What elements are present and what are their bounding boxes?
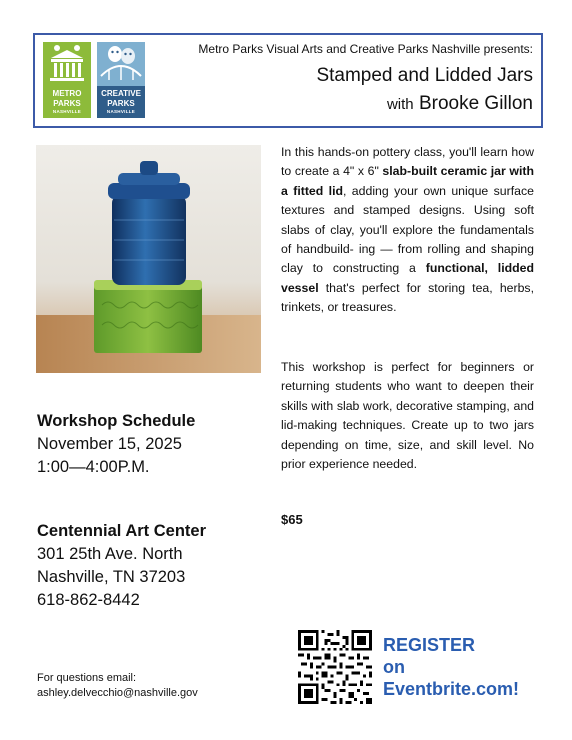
venue-phone: 618-862-8442 (37, 591, 140, 609)
instructor-line (387, 93, 533, 115)
venue-name: Centennial Art Center (37, 522, 206, 540)
metro-logo-line1: METRO (52, 89, 82, 98)
register-link-line2[interactable]: on (383, 657, 405, 677)
metro-parks-logo (43, 42, 91, 118)
qr-code[interactable] (298, 630, 372, 704)
theater-masks-icon (97, 42, 145, 86)
desc-text-c: , adding your own unique surface textures and stamped designs. Using soft slabs of clay, you'll explore the fundamentals of handbuild- ing — from rolling and shaping clay to constructing a (281, 183, 534, 276)
page-title: Stamped and Lidded Jars (316, 65, 533, 86)
desc-text-e: that's perfect for storing tea, herbs, trinkets, or treasures. (281, 280, 534, 315)
register-link-line1[interactable]: REGISTER (383, 635, 476, 655)
with-text: with (386, 96, 414, 113)
ceramic-jar-photo (36, 145, 261, 373)
schedule-time: 1:00—4:00P.M. (37, 458, 150, 476)
creative-logo-line2: PARKS (107, 99, 135, 108)
presents-line: Metro Parks Visual Arts and Creative Parks Nashville presents: (198, 42, 533, 56)
creative-logo-line3: NASHVILLE (106, 109, 136, 114)
schedule-date: November 15, 2025 (37, 435, 182, 453)
metro-logo-line3: NASHVILLE (52, 109, 82, 114)
venue-address-1: 301 25th Ave. North (37, 545, 183, 563)
creative-parks-logo (97, 42, 145, 118)
header-box (33, 33, 543, 128)
parthenon-icon (43, 42, 91, 86)
creative-logo-line1: CREATIVE (101, 89, 141, 98)
description-paragraph-1 (281, 143, 534, 318)
register-link-line3[interactable]: Eventbrite.com! (383, 679, 520, 699)
price: $65 (281, 512, 303, 527)
contact-label: For questions email: (37, 672, 137, 684)
schedule-heading: Workshop Schedule (37, 412, 196, 430)
metro-logo-line2: PARKS (53, 99, 81, 108)
description-paragraph-2: This workshop is perfect for beginners or returning students who want to deepen their skills with slab work, decorative stamping, and lid-making techniques. Create up to two jars depending on time, size, and skill level. No prior experience needed. (281, 360, 534, 472)
venue-address-2: Nashville, TN 37203 (37, 568, 186, 586)
instructor-name: Brooke Gillon (418, 93, 533, 114)
desc-bold-d: functional, lidded vessel (281, 261, 534, 295)
desc-bold-b: slab-built ceramic jar with a fitted lid (281, 164, 534, 198)
desc-text-a: In this hands-on pottery class, you'll learn how to create a 4" x 6" (281, 145, 534, 179)
contact-email[interactable]: ashley.delvecchio@nashville.gov (37, 687, 198, 699)
